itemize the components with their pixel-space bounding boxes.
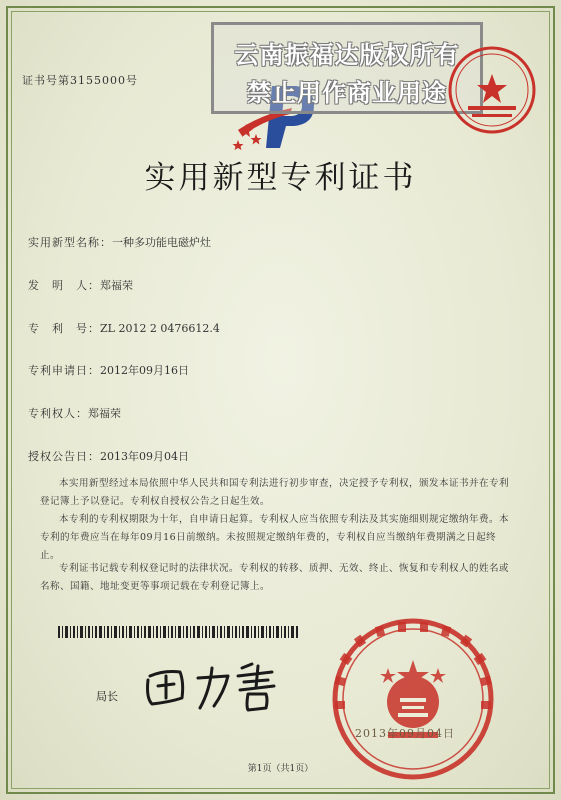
certificate-title: 实用新型专利证书 — [144, 160, 417, 196]
utility-name-value: 一种多功能电磁炉灶 — [112, 236, 211, 249]
patent-number-value: ZL 2012 2 0476612.4 — [100, 322, 220, 335]
grant-date-label: 授权公告日： — [28, 450, 100, 463]
patentee-label: 专利权人： — [28, 407, 88, 420]
agent-seal-icon — [446, 44, 538, 136]
filing-date-value: 2012年09月16日 — [100, 364, 189, 377]
director-label: 局长 — [96, 690, 118, 703]
barcode-icon — [58, 626, 298, 638]
page-number: 第1页（共1页） — [247, 764, 314, 774]
seal-date: 2013年09月04日 — [355, 727, 455, 740]
inventor-label: 发 明 人： — [28, 279, 100, 292]
field-grant-date — [28, 448, 189, 464]
certificate-number: 证书号第3155000号 — [22, 74, 138, 87]
field-patentee — [28, 405, 121, 421]
body-paragraph-2: 本专利的专利权期限为十年，自申请日起算。专利权人应当依照专利法及其实施细则规定缴纳年费。本专利的年费应当在每年09月16日前缴纳。未按照规定缴纳年费的，专利权自应当缴纳年费期满之日起终止。 — [40, 514, 510, 561]
watermark-line-1: 云南振福达版权所有 — [234, 41, 460, 69]
state-ip-office-seal-icon — [328, 614, 498, 784]
body-paragraph-1: 本实用新型经过本局依照中华人民共和国专利法进行初步审查，决定授予专利权，颁发本证书并在专利登记簿上予以登记。专利权自授权公告之日起生效。 — [40, 478, 510, 507]
field-inventor — [28, 277, 133, 293]
inventor-value: 郑福荣 — [100, 279, 133, 292]
field-utility-name — [28, 234, 211, 250]
watermark-line-2: 禁止用作商业用途 — [247, 79, 447, 107]
director-signature-icon — [140, 658, 290, 714]
patent-number-label: 专 利 号： — [28, 322, 100, 335]
field-patent-number — [28, 320, 220, 336]
grant-date-value: 2013年09月04日 — [100, 450, 189, 463]
copyright-watermark — [211, 22, 483, 114]
field-filing-date — [28, 362, 189, 378]
utility-name-label: 实用新型名称： — [28, 236, 112, 249]
patentee-value: 郑福荣 — [88, 407, 121, 420]
filing-date-label: 专利申请日： — [28, 364, 100, 377]
body-paragraph-3: 专利证书记载专利权登记时的法律状况。专利权的转移、质押、无效、终止、恢复和专利权人的姓名或名称、国籍、地址变更等事项记载在专利登记簿上。 — [40, 563, 510, 592]
